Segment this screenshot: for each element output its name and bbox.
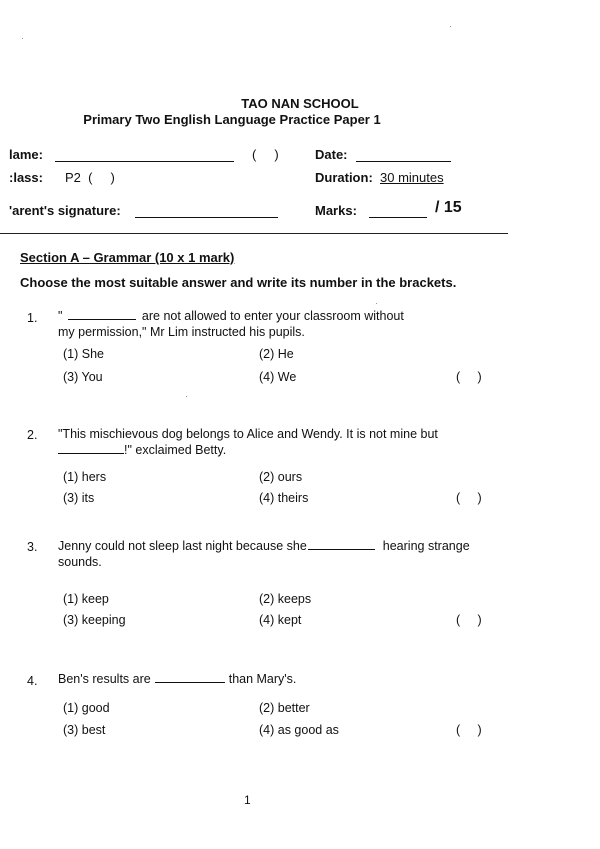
paper-title: Primary Two English Language Practice Paper 1	[83, 112, 381, 127]
date-line[interactable]	[356, 161, 451, 162]
question-3-line1	[58, 539, 470, 553]
question-4-option-4[interactable]: (4) as good as	[259, 723, 339, 737]
question-1-number: 1.	[27, 311, 38, 325]
page-number: 1	[244, 793, 251, 807]
question-4-text-a: Ben's results are	[58, 672, 151, 686]
section-title: Section A – Grammar (10 x 1 mark)	[20, 250, 235, 265]
question-2-number: 2.	[27, 428, 38, 442]
question-3-option-4[interactable]: (4) kept	[259, 613, 302, 627]
marks-label: Marks:	[315, 203, 357, 218]
scan-speck	[186, 396, 187, 397]
question-1-option-4[interactable]: (4) We	[259, 370, 297, 384]
question-3-option-2[interactable]: (2) keeps	[259, 592, 312, 606]
parent-signature-line[interactable]	[135, 217, 278, 218]
marks-line[interactable]	[369, 217, 427, 218]
marks-total: / 15	[435, 199, 462, 216]
question-1-option-2[interactable]: (2) He	[259, 347, 294, 361]
question-2-option-3[interactable]: (3) its	[63, 491, 95, 505]
question-3-blank[interactable]	[308, 539, 375, 550]
question-3-number: 3.	[27, 540, 38, 554]
question-2-option-4[interactable]: (4) theirs	[259, 491, 309, 505]
question-1-blank[interactable]	[68, 309, 136, 320]
school-name: TAO NAN SCHOOL	[241, 96, 359, 111]
name-line[interactable]	[55, 161, 234, 162]
duration-label: Duration:	[315, 170, 373, 185]
question-2-line2	[58, 443, 226, 457]
question-1-option-3[interactable]: (3) You	[63, 370, 103, 384]
question-1-line2: my permission," Mr Lim instructed his pupils.	[58, 325, 305, 339]
question-2-answer-brackets[interactable]: ( )	[456, 491, 482, 505]
question-3-option-3[interactable]: (3) keeping	[63, 613, 126, 627]
question-2-blank[interactable]	[58, 443, 124, 454]
scan-speck	[22, 38, 23, 39]
name-label: lame:	[9, 147, 43, 162]
question-4-option-1[interactable]: (1) good	[63, 701, 110, 715]
question-4-option-3[interactable]: (3) best	[63, 723, 106, 737]
question-4-number: 4.	[27, 674, 38, 688]
question-1-answer-brackets[interactable]: ( )	[456, 370, 482, 384]
class-value: P2 ( )	[65, 170, 115, 185]
date-label: Date:	[315, 147, 348, 162]
duration-value: 30 minutes	[380, 170, 444, 185]
scan-speck	[450, 26, 451, 27]
question-3-answer-brackets[interactable]: ( )	[456, 613, 482, 627]
name-register-brackets: ( )	[252, 147, 279, 162]
question-1-line1	[58, 309, 404, 323]
question-2-line1: "This mischievous dog belongs to Alice and Wendy. It is not mine but	[58, 427, 438, 441]
question-4-line1	[58, 672, 296, 686]
question-3-line2: sounds.	[58, 555, 102, 569]
header-divider	[0, 233, 508, 234]
scan-speck	[376, 303, 377, 304]
question-3-option-1[interactable]: (1) keep	[63, 592, 109, 606]
question-4-text-b: than Mary's.	[228, 672, 297, 686]
question-2-option-2[interactable]: (2) ours	[259, 470, 303, 484]
question-2-option-1[interactable]: (1) hers	[63, 470, 107, 484]
question-4-answer-brackets[interactable]: ( )	[456, 723, 482, 737]
section-instruction: Choose the most suitable answer and write its number in the brackets.	[20, 275, 457, 290]
question-1-open-quote: "	[58, 309, 63, 323]
class-label: :lass:	[9, 170, 43, 185]
question-4-blank[interactable]	[155, 672, 225, 683]
question-1-option-1[interactable]: (1) She	[63, 347, 104, 361]
question-2-text-b: !" exclaimed Betty.	[124, 443, 227, 457]
question-1-text-a: are not allowed to enter your classroom without	[141, 309, 404, 323]
question-3-text-b: hearing strange	[382, 539, 470, 553]
parent-signature-label: 'arent's signature:	[9, 203, 121, 218]
question-4-option-2[interactable]: (2) better	[259, 701, 310, 715]
question-3-text-a: Jenny could not sleep last night because she	[58, 539, 307, 553]
